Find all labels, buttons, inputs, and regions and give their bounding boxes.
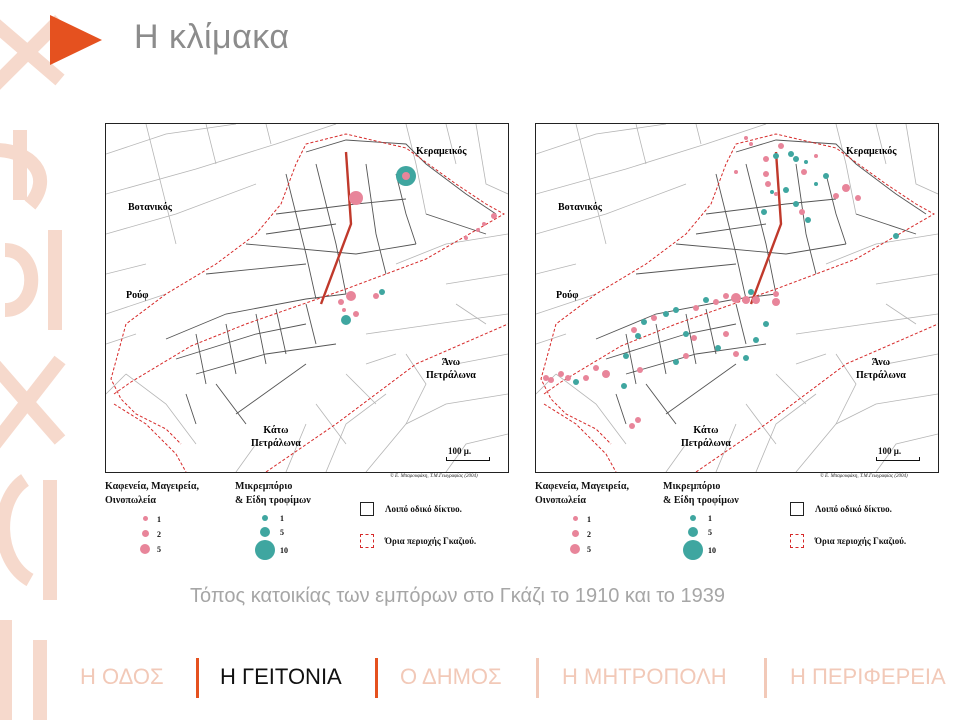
cafe-point <box>558 371 564 377</box>
legend-cafe-value-2: 2 <box>587 530 591 539</box>
main-road-red <box>321 152 351 304</box>
cafe-point <box>842 184 850 192</box>
grocery-point <box>743 355 749 361</box>
legend-network-label: Λοιπό οδικό δίκτυο. <box>815 504 892 514</box>
figure-caption: Τόπος κατοικίας των εμπόρων στο Γκάζι το 1910 και το 1939 <box>190 585 725 607</box>
grocery-point <box>761 209 767 215</box>
cafe-point <box>713 299 719 305</box>
grocery-point <box>814 182 818 186</box>
legend-grocery-dot-1 <box>262 515 268 521</box>
map-1939 <box>535 123 939 473</box>
grocery-point <box>804 160 808 164</box>
cafe-point <box>637 367 643 373</box>
cafe-point <box>491 213 497 219</box>
place-label-votanikos: Βοτανικός <box>128 202 172 213</box>
place-label-votanikos: Βοτανικός <box>558 202 602 213</box>
cafe-point <box>629 423 635 429</box>
legend-boundary-label: Όρια περιοχής Γκαζιού. <box>815 536 907 546</box>
grocery-point <box>641 319 647 325</box>
legend-grocery-dot-5 <box>260 527 270 537</box>
cafe-point <box>801 169 807 175</box>
cafe-point <box>763 171 769 177</box>
cafe-point <box>543 375 549 381</box>
grocery-point <box>748 289 754 295</box>
area-boundary <box>111 134 504 444</box>
nav-item-perifereia[interactable]: Η ΠΕΡΙΦΕΡΕΙΑ <box>790 664 946 689</box>
nav-item-odos[interactable]: Η ΟΔΟΣ <box>80 664 164 689</box>
place-label-ano-petralona: Άνω Πετράλωνα <box>426 357 476 381</box>
legend-cafe-dot-2 <box>572 530 579 537</box>
grocery-point <box>673 359 679 365</box>
cafe-point <box>723 331 729 337</box>
cafe-point <box>691 335 697 341</box>
place-label-kerameikos: Κεραμεικός <box>416 146 467 157</box>
cafe-point <box>651 315 657 321</box>
cafe-point <box>565 375 571 381</box>
nav-separator <box>375 658 378 698</box>
legend-grocery-title: Μικρεμπόριο & Είδη τροφίμων <box>235 481 311 506</box>
decorative-side-art <box>0 0 72 720</box>
grocery-point <box>805 217 811 223</box>
grocery-point <box>341 315 351 325</box>
cafe-point <box>833 193 839 199</box>
legend-cafe-dot-5 <box>570 544 580 554</box>
grocery-point <box>673 307 679 313</box>
cafe-point <box>373 293 379 299</box>
grocery-point <box>773 153 779 159</box>
legend-network-swatch <box>790 502 804 516</box>
cafe-point <box>482 222 486 226</box>
cafe-point <box>476 228 480 232</box>
cafe-point <box>734 170 738 174</box>
legend-grocery-dot-10 <box>255 540 275 560</box>
grocery-point <box>663 311 669 317</box>
cafe-point <box>402 172 410 180</box>
legend-cafe-value-1: 1 <box>587 515 591 524</box>
legend-left <box>105 478 525 568</box>
copyright-left: © Ε. Μπαρουφάκη, Τ.Μ.Γεωγραφίας (2004) <box>390 474 478 479</box>
place-label-kato-petralona: Κάτω Πετράλωνα <box>251 425 301 449</box>
cafe-point <box>464 236 468 240</box>
grocery-point <box>783 187 789 193</box>
legend-grocery-dot-10 <box>683 540 703 560</box>
cafe-point <box>353 311 359 317</box>
cafe-point <box>353 195 359 201</box>
legend-grocery-value-1: 1 <box>280 514 284 523</box>
legend-grocery-dot-5 <box>688 527 698 537</box>
cafe-point <box>723 293 729 299</box>
nav-separator <box>196 658 199 698</box>
legend-cafe-dot-1 <box>573 516 578 521</box>
place-label-rouf: Ρούφ <box>556 290 579 301</box>
legend-grocery-title: Μικρεμπόριο & Είδη τροφίμων <box>663 481 739 506</box>
nav-item-geitonia[interactable]: Η ΓΕΙΤΟΝΙΑ <box>220 664 342 689</box>
cafe-point <box>814 154 818 158</box>
nav-separator <box>536 658 539 698</box>
bottom-navigation <box>72 656 960 700</box>
legend-cafes-title: Καφενεία, Μαγειρεία, Οινοπωλεία <box>535 481 629 506</box>
legend-cafe-dot-5 <box>140 544 150 554</box>
legend-grocery-value-10: 10 <box>280 546 288 555</box>
nav-separator <box>764 658 767 698</box>
legend-network-label: Λοιπό οδικό δίκτυο. <box>385 504 462 514</box>
cafe-point <box>799 209 805 215</box>
place-label-kato-petralona: Κάτω Πετράλωνα <box>681 425 731 449</box>
grocery-point <box>621 383 627 389</box>
cafe-point <box>772 298 780 306</box>
nav-item-mitropoli[interactable]: Η ΜΗΤΡΟΠΟΛΗ <box>562 664 727 689</box>
cafe-point <box>744 136 748 140</box>
cafe-point <box>342 308 346 312</box>
grocery-point <box>793 156 799 162</box>
scale-bar <box>446 457 490 461</box>
copyright-right: © Ε. Μπαρουφάκη, Τ.Μ.Γεωγραφίας (2004) <box>820 474 908 479</box>
legend-cafe-value-1: 1 <box>157 515 161 524</box>
scale-bar-label: 100 μ. <box>878 446 902 456</box>
cafe-point <box>733 351 739 357</box>
grocery-point <box>893 233 899 239</box>
cafe-point <box>778 143 784 149</box>
place-label-ano-petralona: Άνω Πετράλωνα <box>856 357 906 381</box>
cafe-point <box>749 142 753 146</box>
cafe-point <box>346 291 356 301</box>
legend-cafes-title: Καφενεία, Μαγειρεία, Οινοπωλεία <box>105 481 199 506</box>
grocery-point <box>763 321 769 327</box>
area-boundary <box>541 134 934 444</box>
cafe-point <box>763 156 769 162</box>
cafe-point <box>773 291 779 297</box>
page-title: Η κλίμακα <box>134 18 290 56</box>
cafe-point <box>635 417 641 423</box>
cafe-point <box>338 299 344 305</box>
cafe-point <box>593 365 599 371</box>
place-label-rouf: Ρούφ <box>126 290 149 301</box>
grocery-point <box>793 201 799 207</box>
cafe-point <box>752 296 760 304</box>
legend-network-swatch <box>360 502 374 516</box>
grocery-point <box>703 297 709 303</box>
legend-boundary-swatch <box>790 534 804 548</box>
legend-grocery-dot-1 <box>690 515 696 521</box>
scale-bar <box>876 457 920 461</box>
cafe-point <box>631 327 637 333</box>
legend-right <box>535 478 955 568</box>
cafe-point <box>855 195 861 201</box>
cafe-point <box>602 370 610 378</box>
legend-cafe-value-5: 5 <box>587 545 591 554</box>
grocery-point <box>770 190 774 194</box>
cafe-point <box>693 305 699 311</box>
cafe-point <box>683 353 689 359</box>
cafe-point <box>731 293 741 303</box>
legend-cafe-dot-1 <box>143 516 148 521</box>
grocery-point <box>788 151 794 157</box>
legend-grocery-value-5: 5 <box>708 528 712 537</box>
legend-cafe-dot-2 <box>142 530 149 537</box>
legend-boundary-swatch <box>360 534 374 548</box>
grocery-point <box>683 331 689 337</box>
cafe-point <box>583 375 589 381</box>
grocery-point <box>379 289 385 295</box>
scale-bar-label: 100 μ. <box>448 446 472 456</box>
legend-cafe-value-2: 2 <box>157 530 161 539</box>
grocery-point <box>753 337 759 343</box>
grocery-point <box>823 173 829 179</box>
grocery-point <box>715 345 721 351</box>
grocery-point <box>635 333 641 339</box>
cafe-point <box>765 181 771 187</box>
nav-item-dimos[interactable]: Ο ΔΗΜΟΣ <box>400 664 502 689</box>
legend-cafe-value-5: 5 <box>157 545 161 554</box>
place-label-kerameikos: Κεραμεικός <box>846 146 897 157</box>
cafe-point <box>774 192 778 196</box>
street-network <box>106 124 508 472</box>
legend-boundary-label: Όρια περιοχής Γκαζιού. <box>385 536 477 546</box>
grocery-point <box>623 353 629 359</box>
legend-grocery-value-10: 10 <box>708 546 716 555</box>
cafe-point <box>742 296 750 304</box>
grocery-point <box>573 379 579 385</box>
legend-grocery-value-5: 5 <box>280 528 284 537</box>
map-1910 <box>105 123 509 473</box>
play-arrow-icon <box>50 15 102 65</box>
legend-grocery-value-1: 1 <box>708 514 712 523</box>
